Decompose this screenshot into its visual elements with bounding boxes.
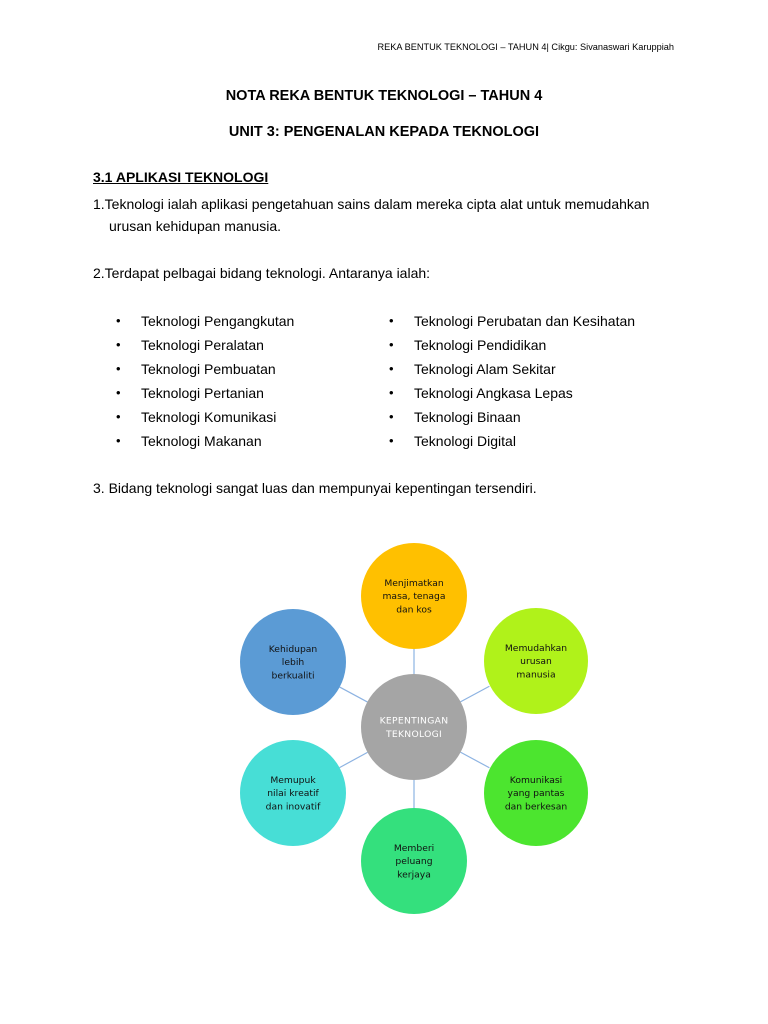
connector-line (461, 752, 490, 768)
node-creativity-label: dan inovatif (265, 801, 321, 813)
list-item: • Teknologi Pembuatan (116, 357, 294, 381)
paragraph-1-line-2: urusan kehidupan manusia. (109, 218, 282, 234)
node-job-opportunity-label: peluang (395, 856, 433, 868)
node-quality-life-label: berkualiti (271, 670, 315, 682)
list-item: • Teknologi Pendidikan (389, 333, 635, 357)
node-fast-communication-label: yang pantas (507, 788, 565, 800)
center-node-label: KEPENTINGAN (379, 715, 449, 727)
list-item: • Teknologi Angkasa Lepas (389, 381, 635, 405)
node-quality-life-label: Kehidupan (268, 644, 318, 655)
document-title: NOTA REKA BENTUK TEKNOLOGI – TAHUN 4 (225, 88, 543, 104)
connector-line (461, 686, 490, 702)
node-save-resources-label: dan kos (396, 604, 432, 616)
list-item: • Teknologi Perubatan dan Kesihatan (389, 309, 635, 333)
node-fast-communication-label: dan berkesan (504, 801, 568, 813)
list-item: • Teknologi Alam Sekitar (389, 357, 635, 381)
list-item: • Teknologi Pertanian (116, 381, 294, 405)
paragraph-2: 2.Terdapat pelbagai bidang teknologi. Antaranya ialah: (93, 265, 431, 281)
header-note: REKA BENTUK TEKNOLOGI – TAHUN 4| Cikgu: Sivanaswari Karuppiah (377, 42, 674, 52)
list-item: • Teknologi Makanan (116, 429, 294, 453)
list-item: • Teknologi Binaan (389, 405, 635, 429)
node-quality-life-label: lebih (281, 657, 305, 669)
list-item: • Teknologi Digital (389, 429, 635, 453)
node-ease-tasks-label: manusia (516, 669, 556, 681)
center-node-label: TEKNOLOGI (385, 728, 443, 740)
node-creativity-label: nilai kreatif (267, 788, 319, 800)
connector-line (340, 687, 368, 702)
node-save-resources-label: masa, tenaga (382, 591, 446, 603)
paragraph-3: 3. Bidang teknologi sangat luas dan mempunyai kepentingan tersendiri. (93, 480, 537, 496)
node-job-opportunity-label: Memberi (393, 843, 435, 854)
list-item: • Teknologi Peralatan (116, 333, 294, 357)
node-creativity-label: Memupuk (270, 775, 316, 786)
section-heading: 3.1 APLIKASI TEKNOLOGI (93, 169, 269, 185)
list-item: • Teknologi Komunikasi (116, 405, 294, 429)
node-job-opportunity-label: kerjaya (397, 869, 431, 881)
list-item: • Teknologi Pengangkutan (116, 309, 294, 333)
connector-line (340, 752, 368, 767)
unit-title: UNIT 3: PENGENALAN KEPADA TEKNOLOGI (228, 124, 540, 140)
paragraph-1-line-1: 1.Teknologi ialah aplikasi pengetahuan sains dalam mereka cipta alat untuk memudahkan (93, 196, 650, 212)
node-ease-tasks-label: urusan (520, 656, 552, 668)
node-save-resources-label: Menjimatkan (384, 578, 444, 589)
node-fast-communication-label: Komunikasi (509, 775, 563, 786)
center-node (361, 674, 467, 780)
node-ease-tasks-label: Memudahkan (504, 643, 568, 654)
